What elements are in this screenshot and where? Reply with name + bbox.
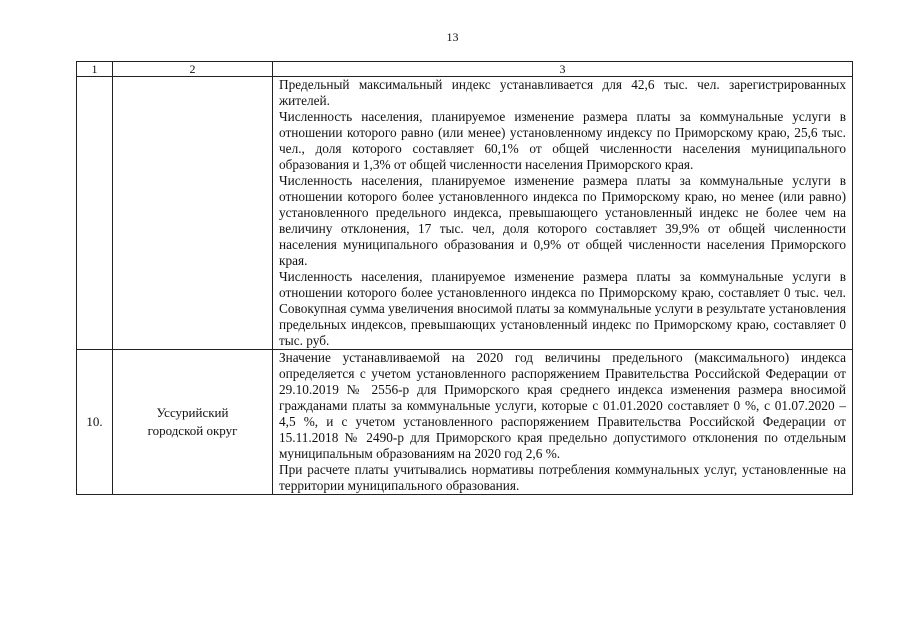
description-cell	[273, 77, 853, 350]
municipality-name-line-1: Уссурийский	[156, 405, 229, 420]
header-col-1: 1	[77, 62, 113, 77]
header-col-3: 3	[273, 62, 853, 77]
paragraph: Численность населения, планируемое изменение размера платы за коммунальные услуги в отношении которого более установленного индекса по Приморскому краю, но менее (или равно) установленного предельного индекса, превышающего установленный индекс не более чем на величину отклонения, 17 тыс. чел, доля которого составляет 39,9% от общей численности населения муниципального образования и 0,9% от общей численности населения Приморского края.	[279, 173, 846, 268]
paragraph: При расчете платы учитывались нормативы потребления коммунальных услуг, установленные на территории муниципального образования.	[279, 462, 846, 493]
row-number-cell: 10.	[77, 350, 113, 495]
table-row	[77, 77, 853, 350]
table-header-row	[77, 62, 853, 77]
description-cell	[273, 350, 853, 495]
header-col-2: 2	[113, 62, 273, 77]
paragraph: Предельный максимальный индекс устанавливается для 42,6 тыс. чел. зарегистрированных жителей.	[279, 77, 846, 108]
municipality-cell	[113, 350, 273, 495]
municipality-name-line-2: городской округ	[147, 423, 238, 438]
paragraph: Численность населения, планируемое изменение размера платы за коммунальные услуги в отношении которого более установленного индекса по Приморскому краю, составляет 0 тыс. чел. Совокупная сумма увеличения вносимой платы за коммунальные услуги в результате установления предельных индексов, превышающих установленный индекс по Приморскому краю, составляет 0 тыс. руб.	[279, 269, 846, 348]
paragraph: Значение устанавливаемой на 2020 год величины предельного (максимального) индекса определяется с учетом установленного распоряжением Правительства Российской Федерации от 29.10.2019 № 2556-р для Приморского края среднего индекса изменения размера вносимой гражданами платы за коммунальные услуги, которые с 01.01.2020 составляет 0 %, с 01.07.2020 – 4,5 %, и с учетом установленного распоряжением Правительства Российской Федерации от 15.11.2018 № 2490-р для Приморского края предельно допустимого отклонения по отдельным муниципальным образованиям на 2020 год 2,6 %.	[279, 350, 846, 461]
municipality-cell	[113, 77, 273, 350]
table-row	[77, 350, 853, 495]
page-number: 13	[446, 30, 459, 44]
row-number-cell	[77, 77, 113, 350]
paragraph: Численность населения, планируемое изменение размера платы за коммунальные услуги в отношении которого равно (или менее) установленному индексу по Приморскому краю, 25,6 тыс. чел., доля которого составляет 60,1% от общей численности населения муниципального образования и 1,3% от общей численности населения Приморского края.	[279, 109, 846, 172]
document-table	[76, 61, 853, 495]
